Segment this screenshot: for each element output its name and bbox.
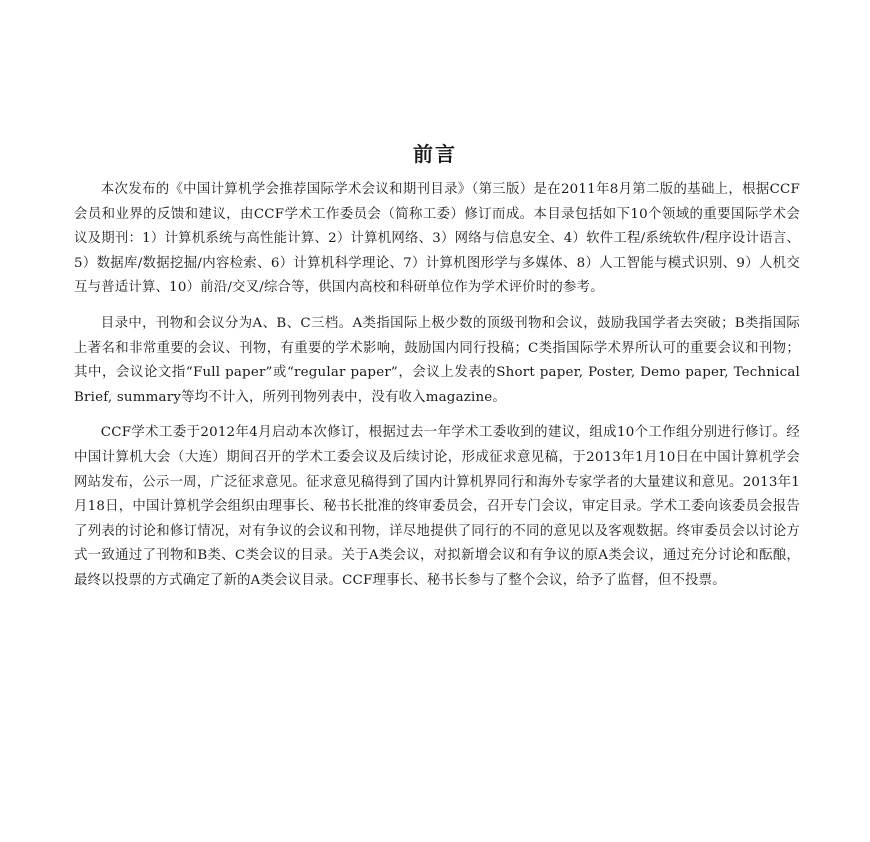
page-title: 前言 [413,142,457,166]
document-body [74,178,800,605]
paragraph-revision-process: CCF学术工委于2012年4月启动本次修订，根据过去一年学术工委收到的建议，组成10个工作组分别进行修订。经中国计算机大会（大连）期间召开的学术工委会议及后续讨论，形成征求意见稿，于2013年1月10日在中国计算机学会网站发布，公示一周，广泛征求意见。征求意见稿得到了国内计算机界同行和海外专家学者的大量建议和意见。2013年1月18日，中国计算机学会组织由理事长、秘书长批准的终审委员会，召开专门会议，审定目录。学术工委向该委员会报告了列表的讨论和修订情况，对有争议的会议和刊物，详尽地提供了同行的不同的意见以及客观数据。终审委员会以讨论方式一致通过了刊物和B类、C类会议的目录。关于A类会议，对拟新增会议和有争议的原A类会议，通过充分讨论和酝酿，最终以投票的方式确定了新的A类会议目录。CCF理事长、秘书长参与了整个会议，给予了监督，但不投票。 [74,425,800,588]
paragraph-categories: 目录中，刊物和会议分为A、B、C三档。A类指国际上极少数的顶级刊物和会议，鼓励我国学者去突破；B类指国际上著名和非常重要的会议、刊物，有重要的学术影响，鼓励国内同行投稿；C类指国际学术界所认可的重要会议和刊物；其中，会议论文指“Full paper”或“regular paper”，会议上发表的Short paper, Poster, Demo paper, Technical Brief, summary等均不计入，所列刊物列表中，没有收入magazine。 [74,315,800,405]
paragraph-intro: 本次发布的《中国计算机学会推荐国际学术会议和期刊目录》（第三版）是在2011年8月第二版的基础上，根据CCF会员和业界的反馈和建议，由CCF学术工作委员会（简称工委）修订而成。本目录包括如下10个领域的重要国际学术会议及期刊：1）计算机系统与高性能计算、2）计算机网络、3）网络与信息安全、4）软件工程/系统软件/程序设计语言、5）数据库/数据挖掘/内容检索、6）计算机科学理论、7）计算机图形学与多媒体、8）人工智能与模式识别、9）人机交互与普适计算、10）前沿/交叉/综合等，供国内高校和科研单位作为学术评价时的参考。 [74,182,800,296]
